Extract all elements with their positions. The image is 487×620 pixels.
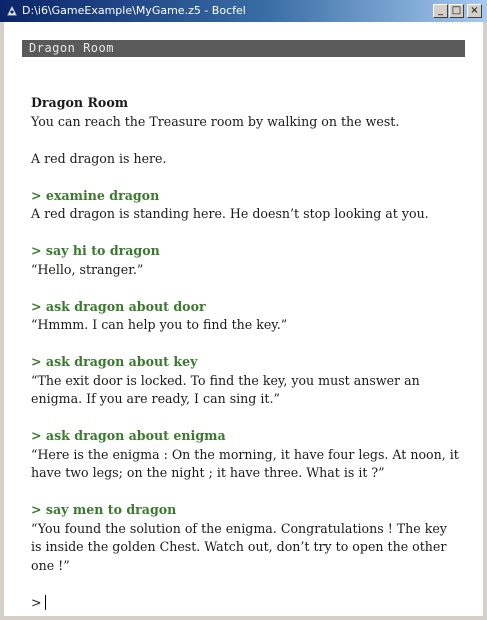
maximize-button[interactable]: □ xyxy=(449,4,464,18)
exchange xyxy=(31,427,461,483)
input-prompt: > xyxy=(31,594,42,610)
player-command: > ask dragon about door xyxy=(31,298,206,314)
status-line: Dragon Room xyxy=(22,40,465,57)
room-description xyxy=(31,94,461,131)
player-command: > say hi to dragon xyxy=(31,243,160,258)
player-command: > say men to dragon xyxy=(31,502,177,517)
exchange xyxy=(31,501,461,575)
exchange xyxy=(31,353,461,409)
story-transcript xyxy=(31,94,461,612)
minimize-button[interactable]: _ xyxy=(433,4,448,18)
player-command: > ask dragon about key xyxy=(31,354,198,369)
exchange xyxy=(31,187,461,224)
game-response: “Here is the enigma : On the morning, it have four legs. At noon, it have two legs; on the night ; it have three. What is it ?” xyxy=(31,446,459,480)
player-command: > ask dragon about enigma xyxy=(31,428,226,443)
game-response: “Hello, stranger.” xyxy=(31,261,144,277)
game-response: A red dragon is standing here. He doesn’t stop looking at you. xyxy=(31,206,429,221)
room-desc-text: You can reach the Treasure room by walking on the west. xyxy=(31,113,400,129)
window-title: D:\i6\GameExample\MyGame.z5 - Bocfel xyxy=(22,4,246,17)
room-title: Dragon Room xyxy=(31,95,129,110)
exchange xyxy=(31,298,461,335)
app-icon xyxy=(5,4,19,18)
presence-text: A red dragon is here. xyxy=(31,150,167,166)
game-response: “Hmmm. I can help you to find the key.” xyxy=(31,317,288,332)
command-input[interactable] xyxy=(31,594,461,613)
title-bar[interactable] xyxy=(0,0,487,22)
game-screen[interactable] xyxy=(4,22,483,616)
game-response: “The exit door is locked. To find the key, you must answer an enigma. If you are ready, I can sing it.” xyxy=(31,372,420,406)
close-button[interactable]: × xyxy=(467,4,482,18)
exchange xyxy=(31,242,461,279)
player-command: > examine dragon xyxy=(31,187,160,203)
text-cursor xyxy=(45,595,46,610)
game-response: “You found the solution of the enigma. Congratulations ! The key is inside the golden Chest. Watch out, don’t try to open the other one !” xyxy=(31,520,447,573)
